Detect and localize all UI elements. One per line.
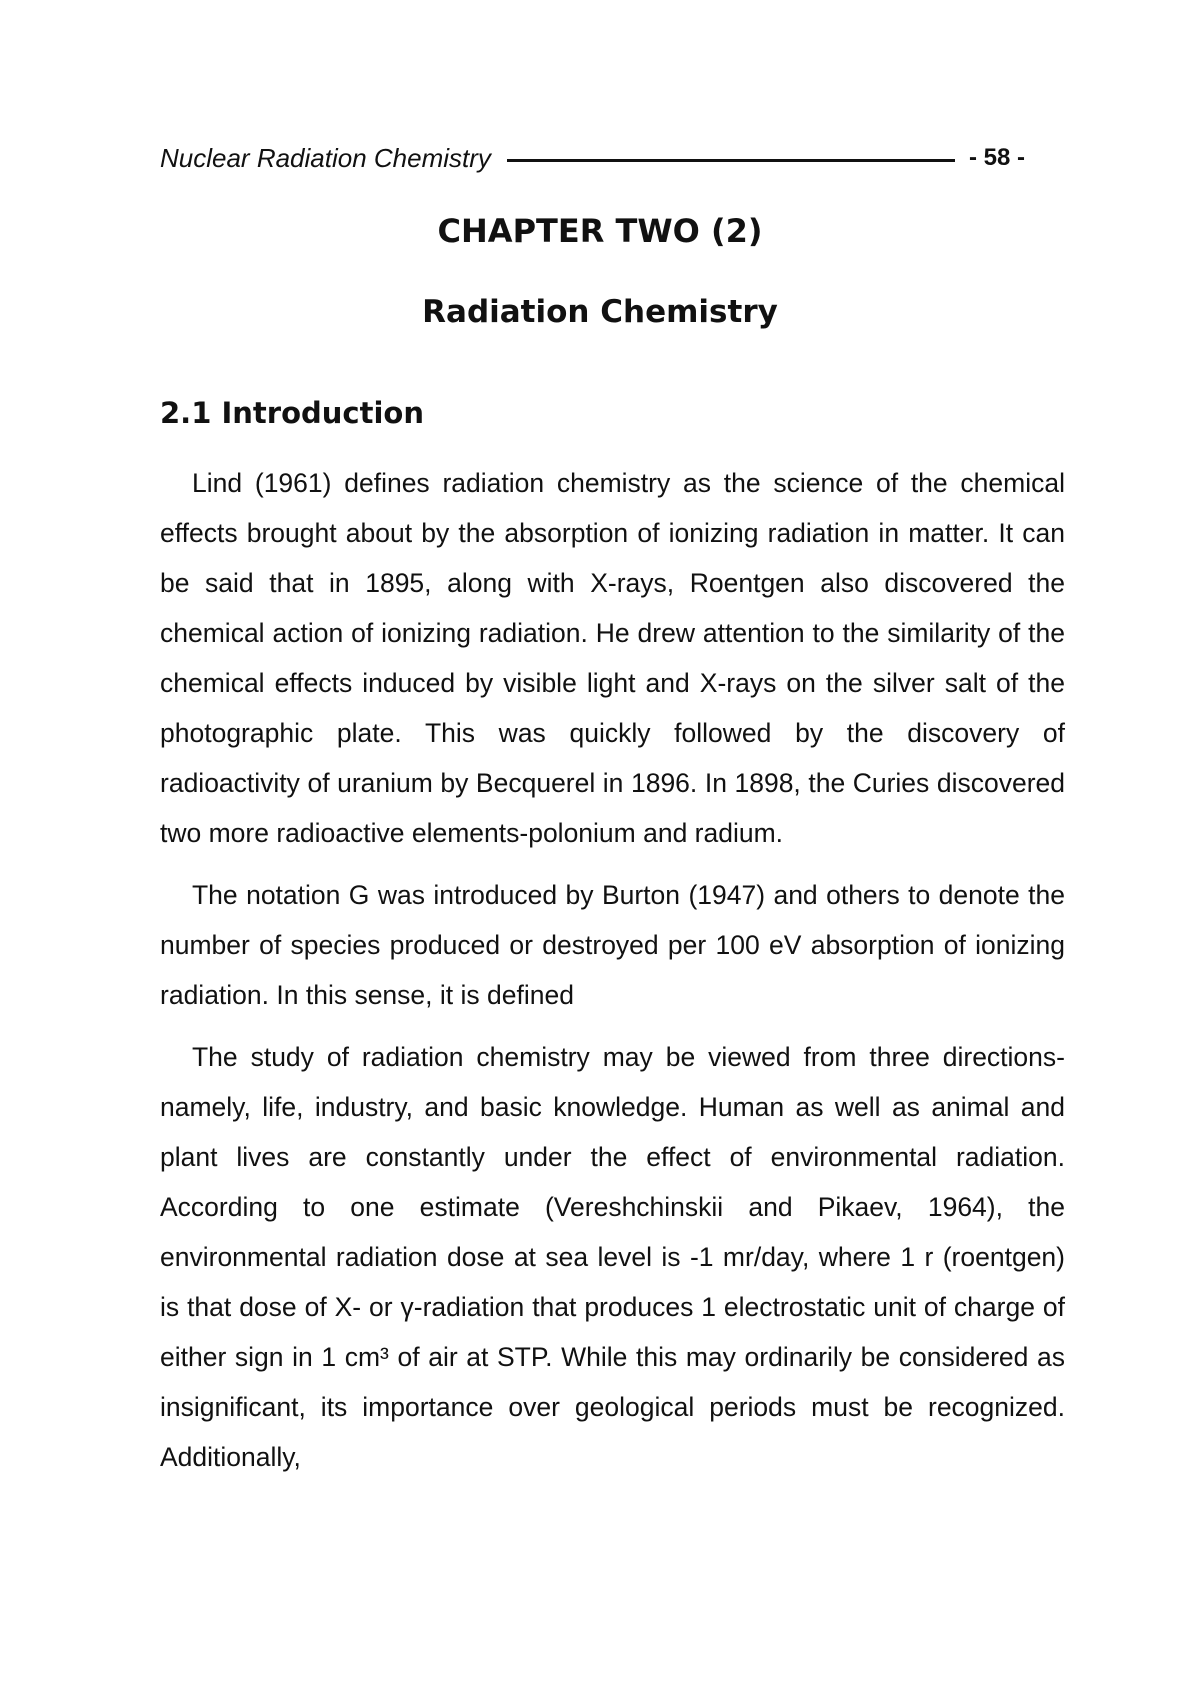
paragraph-study-directions: The study of radiation chemistry may be viewed from three directions-namely, life, industry, and basic knowledge. Human as well as animal and plant lives are constantly under the effect of environmental radiation. According to one estimate (Vereshchinskii and Pikaev, 1964), the environmental radiation dose at sea level is -1 mr/day, where 1 r (roentgen) is that dose of X- or γ-radiation that produces 1 electrostatic unit of charge of either sign in 1 cm³ of air at STP. While this may ordinarily be considered as insignificant, its importance over geological periods must be recognized. Additionally, [160, 1042, 1065, 1472]
chapter-heading: CHAPTER TWO (2) [437, 212, 763, 250]
paragraph-lind-definition: Lind (1961) defines radiation chemistry as the science of the chemical effects brought about by the absorption of ionizing radiation in matter. It can be said that in 1895, along with X-rays, Roentgen also discovered the chemical action of ionizing radiation. He drew attention to the similarity of the chemical effects induced by visible light and X-rays on the silver salt of the photographic plate. This was quickly followed by the discovery of radioactivity of uranium by Becquerel in 1896. In 1898, the Curies discovered two more radioactive elements-polonium and radium. [160, 468, 1065, 848]
body-text [160, 458, 1065, 1494]
header-rule [507, 159, 955, 162]
paragraph-g-notation: The notation G was introduced by Burton (1947) and others to denote the number of species produced or destroyed per 100 eV absorption of ionizing radiation. In this sense, it is defined [160, 880, 1065, 1010]
section-heading: 2.1 Introduction [160, 396, 424, 430]
running-title: Nuclear Radiation Chemistry [160, 142, 491, 173]
chapter-title: Radiation Chemistry [422, 294, 778, 330]
page-number: - 58 - [968, 144, 1025, 171]
running-header [160, 140, 1025, 176]
